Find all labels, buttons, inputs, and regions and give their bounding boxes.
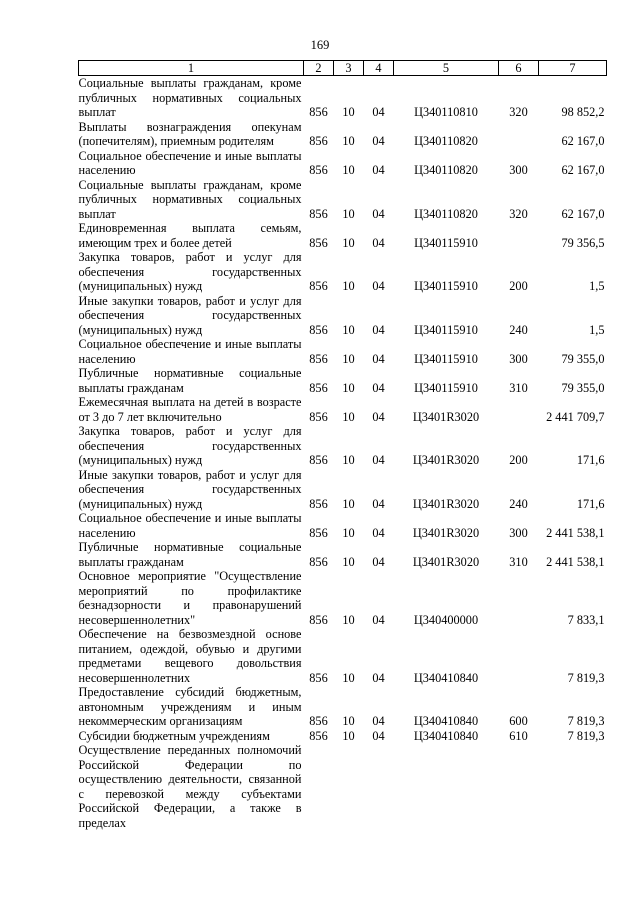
cell-target-article: Ц3401R3020 — [412, 525, 480, 540]
cell-admin-code: 856 — [309, 714, 328, 728]
row-name: Публичные нормативные социальные выплаты гражданам — [78, 366, 302, 395]
table-row — [79, 221, 607, 250]
cell-section: 10 — [342, 105, 355, 119]
cell-target-article: Ц340110820 — [414, 163, 478, 177]
cell-admin-code: 856 — [309, 554, 328, 569]
cell-admin-code: 856 — [309, 728, 328, 743]
table-row — [79, 743, 607, 830]
row-name: Социальные выплаты гражданам, кроме публичных нормативных социальных выплат — [78, 76, 302, 119]
cell-target-article: Ц340115910 — [414, 351, 478, 366]
cell-section: 10 — [342, 728, 355, 743]
cell-target-article: Ц3401R3020 — [412, 409, 480, 424]
cell-admin-code: 856 — [309, 525, 328, 540]
row-name: Закупка товаров, работ и услуг для обеспечения государственных (муниципальных) нужд — [78, 424, 302, 467]
cell-expense-type: 200 — [509, 279, 528, 293]
cell-expense-type: 310 — [509, 380, 528, 395]
cell-expense-type — [499, 395, 539, 424]
cell-section: 10 — [342, 351, 355, 366]
table-row — [79, 337, 607, 366]
cell-section — [334, 743, 364, 830]
cell-section: 10 — [342, 206, 355, 221]
cell-section: 10 — [342, 554, 355, 569]
table-row — [79, 511, 607, 540]
table-row — [79, 685, 607, 729]
table-row — [79, 120, 607, 149]
budget-table — [78, 60, 607, 830]
header-col-4: 4 — [364, 61, 394, 76]
row-name: Социальное обеспечение и иные выплаты населению — [78, 337, 302, 366]
cell-subsection: 04 — [372, 134, 385, 148]
table-row — [79, 395, 607, 424]
cell-expense-type: 300 — [509, 525, 528, 540]
cell-expense-type — [499, 569, 539, 627]
cell-admin-code — [304, 743, 334, 830]
table-row — [79, 569, 607, 627]
cell-section: 10 — [342, 279, 355, 293]
row-name: Публичные нормативные социальные выплаты гражданам — [78, 540, 302, 569]
cell-section: 10 — [342, 409, 355, 424]
cell-subsection: 04 — [372, 554, 385, 569]
page-number: 169 — [310, 38, 330, 52]
cell-subsection: 04 — [372, 525, 385, 540]
cell-amount: 2 441 538,1 — [546, 554, 605, 569]
cell-section: 10 — [342, 235, 355, 250]
cell-subsection: 04 — [372, 322, 385, 337]
table-row — [79, 366, 607, 395]
cell-subsection: 04 — [372, 728, 385, 743]
cell-admin-code: 856 — [309, 453, 328, 467]
cell-section: 10 — [342, 670, 355, 685]
cell-subsection: 04 — [372, 453, 385, 467]
cell-admin-code: 856 — [309, 206, 328, 221]
cell-expense-type — [499, 120, 539, 149]
cell-amount: 7 819,3 — [567, 728, 605, 743]
cell-subsection: 04 — [372, 496, 385, 511]
cell-admin-code: 856 — [309, 279, 328, 293]
row-name: Субсидии бюджетным учреждениям — [78, 728, 270, 743]
cell-admin-code: 856 — [309, 496, 328, 511]
row-name: Обеспечение на безвозмездной основе питанием, одеждой, обувью и другими предметами вещевого довольствия несовершеннолетних — [78, 627, 302, 685]
cell-target-article: Ц340410840 — [413, 728, 479, 743]
cell-section: 10 — [342, 496, 355, 511]
row-name: Социальные выплаты гражданам, кроме публичных нормативных социальных выплат — [78, 177, 302, 221]
header-col-6: 6 — [499, 61, 539, 76]
table-row — [79, 294, 607, 338]
cell-section: 10 — [342, 714, 355, 728]
cell-amount: 2 441 709,7 — [546, 409, 605, 424]
row-name: Предоставление субсидий бюджетным, автономным учреждениям и иным некоммерческим организациям — [78, 685, 302, 728]
cell-amount: 1,5 — [589, 322, 605, 337]
cell-section: 10 — [342, 525, 355, 540]
cell-admin-code: 856 — [309, 670, 328, 685]
row-name: Основное мероприятие "Осуществление мероприятий по профилактике безнадзорности и правонарушений несовершеннолетних" — [78, 569, 302, 627]
cell-amount: 79 355,0 — [561, 351, 605, 366]
cell-subsection: 04 — [372, 380, 385, 395]
cell-target-article — [394, 743, 499, 830]
table-row — [79, 149, 607, 178]
table-header — [79, 61, 607, 76]
cell-amount: 171,6 — [576, 496, 605, 511]
cell-amount: 62 167,0 — [561, 206, 605, 221]
cell-target-article: Ц340400000 — [413, 612, 479, 627]
cell-target-article: Ц340115910 — [414, 235, 478, 250]
cell-subsection: 04 — [372, 351, 385, 366]
cell-section: 10 — [342, 134, 355, 148]
cell-expense-type: 240 — [509, 322, 528, 337]
cell-expense-type: 610 — [509, 728, 528, 743]
cell-expense-type — [499, 743, 539, 830]
table-row — [79, 250, 607, 294]
cell-subsection: 04 — [372, 163, 385, 177]
header-col-5: 5 — [394, 61, 499, 76]
cell-amount — [539, 743, 607, 830]
cell-expense-type: 300 — [509, 163, 528, 177]
cell-target-article: Ц340115910 — [414, 380, 478, 395]
cell-expense-type: 320 — [509, 206, 528, 221]
table-row — [79, 76, 607, 120]
cell-target-article: Ц340115910 — [414, 322, 478, 337]
cell-admin-code: 856 — [309, 351, 328, 366]
table-body — [79, 76, 607, 831]
cell-target-article: Ц340115910 — [414, 279, 478, 293]
cell-expense-type: 200 — [509, 453, 528, 467]
table-row — [79, 627, 607, 685]
cell-section: 10 — [342, 163, 355, 177]
cell-admin-code: 856 — [309, 409, 328, 424]
cell-target-article: Ц340410840 — [413, 714, 479, 728]
cell-target-article: Ц3401R3020 — [412, 554, 480, 569]
cell-amount: 62 167,0 — [561, 134, 605, 148]
cell-amount: 79 355,0 — [561, 380, 605, 395]
cell-expense-type — [499, 627, 539, 685]
cell-amount: 2 441 538,1 — [546, 525, 605, 540]
table-row — [79, 178, 607, 222]
cell-target-article: Ц340110810 — [414, 105, 478, 119]
cell-admin-code: 856 — [309, 235, 328, 250]
row-name: Единовременная выплата семьям, имеющим трех и более детей — [78, 221, 302, 250]
cell-expense-type: 320 — [509, 105, 528, 119]
table-row — [79, 540, 607, 569]
cell-expense-type: 310 — [509, 554, 528, 569]
cell-amount: 171,6 — [576, 453, 605, 467]
cell-section: 10 — [342, 322, 355, 337]
row-name: Социальное обеспечение и иные выплаты населению — [78, 511, 302, 540]
cell-admin-code: 856 — [309, 105, 328, 119]
table-row — [79, 729, 607, 744]
cell-section: 10 — [342, 380, 355, 395]
cell-admin-code: 856 — [309, 163, 328, 177]
cell-subsection: 04 — [372, 206, 385, 221]
cell-amount: 98 852,2 — [561, 105, 605, 119]
row-name: Иные закупки товаров, работ и услуг для обеспечения государственных (муниципальных) нужд — [78, 467, 302, 511]
cell-subsection: 04 — [372, 670, 385, 685]
cell-expense-type: 600 — [509, 714, 528, 728]
header-row — [79, 61, 607, 76]
cell-amount: 7 819,3 — [567, 714, 605, 728]
cell-expense-type: 300 — [509, 351, 528, 366]
cell-admin-code: 856 — [309, 612, 328, 627]
cell-section: 10 — [342, 612, 355, 627]
cell-target-article: Ц340410840 — [413, 670, 479, 685]
cell-subsection: 04 — [372, 612, 385, 627]
header-col-7: 7 — [539, 61, 607, 76]
cell-target-article: Ц340110820 — [414, 206, 478, 221]
row-name: Ежемесячная выплата на детей в возрасте от 3 до 7 лет включительно — [78, 395, 302, 424]
cell-amount: 7 819,3 — [567, 670, 605, 685]
cell-expense-type: 240 — [509, 496, 528, 511]
table-row — [79, 468, 607, 512]
cell-admin-code: 856 — [309, 380, 328, 395]
header-col-3: 3 — [334, 61, 364, 76]
header-col-1: 1 — [79, 61, 304, 76]
cell-target-article: Ц340110820 — [414, 134, 478, 148]
table-row — [79, 424, 607, 468]
cell-target-article: Ц3401R3020 — [412, 496, 480, 511]
cell-expense-type — [499, 221, 539, 250]
cell-amount: 7 833,1 — [567, 612, 605, 627]
cell-admin-code: 856 — [309, 134, 328, 148]
row-name: Закупка товаров, работ и услуг для обеспечения государственных (муниципальных) нужд — [78, 250, 302, 293]
cell-subsection: 04 — [372, 409, 385, 424]
cell-subsection: 04 — [372, 714, 385, 728]
cell-amount: 1,5 — [589, 279, 605, 293]
row-name: Осуществление переданных полномочий Российской Федерации по осуществлению деятельности, связанной с перевозкой между субъектами Российской Федерации, а также в пределах — [78, 743, 302, 830]
row-name: Выплаты вознаграждения опекунам (попечителям), приемным родителям — [78, 119, 302, 148]
cell-subsection: 04 — [372, 279, 385, 293]
cell-subsection: 04 — [372, 235, 385, 250]
cell-subsection: 04 — [372, 105, 385, 119]
row-name: Иные закупки товаров, работ и услуг для обеспечения государственных (муниципальных) нужд — [78, 293, 302, 337]
header-col-2: 2 — [304, 61, 334, 76]
cell-target-article: Ц3401R3020 — [412, 453, 480, 467]
cell-amount: 79 356,5 — [561, 235, 605, 250]
row-name: Социальное обеспечение и иные выплаты населению — [78, 148, 302, 177]
cell-admin-code: 856 — [309, 322, 328, 337]
cell-subsection — [364, 743, 394, 830]
cell-section: 10 — [342, 453, 355, 467]
cell-amount: 62 167,0 — [561, 163, 605, 177]
